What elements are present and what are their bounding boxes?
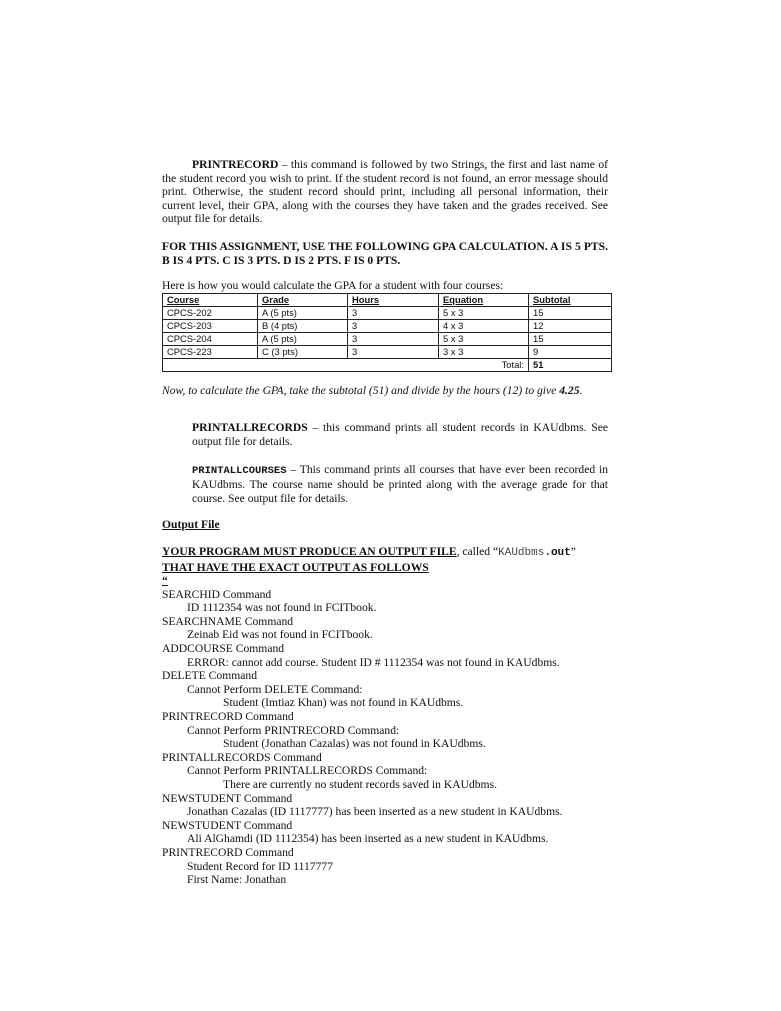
cell: CPCS-202 xyxy=(163,306,258,319)
output-line: Cannot Perform DELETE Command: xyxy=(187,682,363,696)
table-total-row xyxy=(163,358,612,371)
table-row xyxy=(163,345,612,358)
table-row xyxy=(163,332,612,345)
output-line: Student (Imtiaz Khan) was not found in KAUdbms. xyxy=(223,696,464,710)
cell: C (3 pts) xyxy=(258,345,348,358)
gpa-rule: FOR THIS ASSIGNMENT, USE THE FOLLOWING GPA CALCULATION. A IS 5 PTS. B IS 4 PTS. C IS 3 PTS. D IS 2 PTS. F IS 0 PTS. xyxy=(162,239,608,267)
header-hours: Hours xyxy=(348,293,439,306)
output-line: First Name: Jonathan xyxy=(187,873,287,887)
cell: 3 xyxy=(348,306,439,319)
output-file-name: KAUdbms xyxy=(498,546,545,559)
output-line: DELETE Command xyxy=(162,669,257,683)
printallcourses-text: – This command prints all courses that have ever been recorded in KAUdbms. The course name should be printed along with the average grade for that course. See output file for details. xyxy=(192,462,608,505)
gpa-note-end: . xyxy=(579,383,583,397)
output-line: Student Record for ID 1117777 xyxy=(187,859,333,873)
output-line: Cannot Perform PRINTRECORD Command: xyxy=(187,723,400,737)
output-line: SEARCHNAME Command xyxy=(162,614,294,628)
output-line: PRINTRECORD Command xyxy=(162,710,294,724)
header-grade: Grade xyxy=(258,293,348,306)
header-subtotal: Subtotal xyxy=(529,293,612,306)
cell: CPCS-223 xyxy=(163,345,258,358)
output-line: ID 1112354 was not found in FCITbook. xyxy=(187,601,377,615)
output-req-part1: YOUR PROGRAM MUST PRODUCE AN OUTPUT FILE xyxy=(162,544,457,558)
cell: 3 xyxy=(348,345,439,358)
cell: 3 xyxy=(348,332,439,345)
cell: 5 x 3 xyxy=(439,332,529,345)
output-req-part2: , called “ xyxy=(456,544,499,558)
open-quote: “ xyxy=(162,574,168,588)
output-line: Student (Jonathan Cazalas) was not found in KAUdbms. xyxy=(223,737,486,751)
cell: 4 x 3 xyxy=(439,319,529,332)
printallcourses-item xyxy=(162,463,608,506)
output-line: PRINTRECORD Command xyxy=(162,845,294,859)
output-req-part3: ” xyxy=(570,544,576,558)
output-listing xyxy=(162,588,608,887)
cell: B (4 pts) xyxy=(258,319,348,332)
printrecord-item xyxy=(162,158,608,226)
document-page xyxy=(162,158,608,887)
cell: A (5 pts) xyxy=(258,306,348,319)
cell: 3 xyxy=(348,319,439,332)
printallrecords-name: PRINTALLRECORDS xyxy=(192,421,308,435)
output-line: There are currently no student records saved in KAUdbms. xyxy=(223,778,497,791)
table-intro: Here is how you would calculate the GPA for a student with four courses: xyxy=(162,279,504,293)
output-line: ERROR: cannot add course. Student ID # 1112354 was not found in KAUdbms. xyxy=(187,655,560,669)
output-req-part4: THAT HAVE THE EXACT OUTPUT AS FOLLOWS xyxy=(162,560,429,574)
table-header-row xyxy=(163,293,612,306)
printrecord-text: – this command is followed by two Strings, the first and last name of the student record you wish to print. If the student record is not found, an error message should print. Otherwise, the student record should print, including all personal information, their current level, their GPA, along with the courses they have taken and the grades received. See output file for details. xyxy=(162,158,608,226)
header-equation: Equation xyxy=(439,293,529,306)
output-line: NEWSTUDENT Command xyxy=(162,791,293,805)
printallrecords-text: – this command prints all student records in KAUdbms. See output file for details. xyxy=(192,421,608,448)
printallcourses-name: PRINTALLCOURSES xyxy=(192,464,287,477)
total-label: Total: xyxy=(163,358,529,371)
cell: CPCS-203 xyxy=(163,319,258,332)
gpa-note-text: Now, to calculate the GPA, take the subtotal (51) and divide by the hours (12) to give xyxy=(162,383,560,397)
table-row xyxy=(163,306,612,319)
output-requirement xyxy=(162,545,608,588)
cell: 15 xyxy=(529,306,612,319)
header-course: Course xyxy=(163,293,258,306)
output-line: SEARCHID Command xyxy=(162,587,272,601)
total-value: 51 xyxy=(529,358,612,371)
cell: 9 xyxy=(529,345,612,358)
output-line: NEWSTUDENT Command xyxy=(162,818,293,832)
output-line: Jonathan Cazalas (ID 1117777) has been inserted as a new student in KAUdbms. xyxy=(187,805,563,819)
cell: 15 xyxy=(529,332,612,345)
output-line: Cannot Perform PRINTALLRECORDS Command: xyxy=(187,764,428,778)
cell: 12 xyxy=(529,319,612,332)
output-line: PRINTALLRECORDS Command xyxy=(162,750,322,764)
table-row xyxy=(163,319,612,332)
cell: A (5 pts) xyxy=(258,332,348,345)
output-line: Ali AlGhamdi (ID 1112354) has been inserted as a new student in KAUdbms. xyxy=(187,832,549,846)
gpa-table xyxy=(162,293,612,372)
output-file-heading: Output File xyxy=(162,518,220,532)
cell: CPCS-204 xyxy=(163,332,258,345)
printrecord-name: PRINTRECORD xyxy=(192,158,279,171)
gpa-note xyxy=(162,384,608,398)
cell: 3 x 3 xyxy=(439,345,529,358)
cell: 5 x 3 xyxy=(439,306,529,319)
output-file-ext: .out xyxy=(544,546,571,559)
output-line: ADDCOURSE Command xyxy=(162,642,285,656)
gpa-value: 4.25 xyxy=(559,383,580,397)
printallrecords-item xyxy=(162,421,608,448)
output-line: Zeinab Eid was not found in FCITbook. xyxy=(187,628,373,642)
